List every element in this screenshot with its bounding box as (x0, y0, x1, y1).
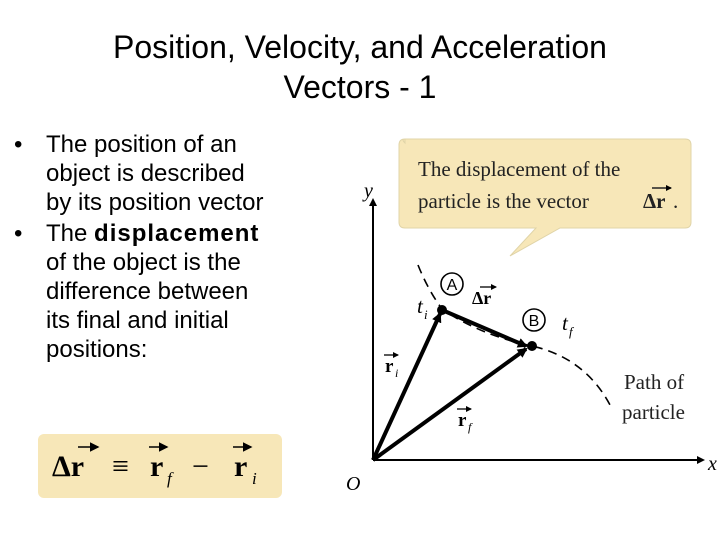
bullet-item-displacement (14, 219, 344, 364)
x-axis-label: x (708, 453, 717, 475)
bullet-dot: • (14, 131, 23, 158)
equation-delta-r: Δr (52, 450, 85, 483)
bullet-line: object is described (46, 160, 245, 187)
label-tf-sub: f (569, 324, 573, 339)
bullet-line: by its position vector (46, 189, 264, 216)
bullet-line: its final and initial (46, 307, 229, 334)
point-a-label (441, 273, 463, 295)
y-axis-label: y (364, 180, 373, 202)
callout (399, 139, 691, 256)
equation-ri: r (234, 450, 248, 483)
equation-minus: − (192, 450, 209, 483)
bullet-line: difference between (46, 278, 249, 305)
equation-box (38, 434, 282, 498)
bullet-term-displacement: displacement (94, 220, 260, 247)
title-line-1: Position, Velocity, and Acceleration (113, 29, 607, 65)
label-rf: r (458, 410, 467, 431)
callout-line-2: particle is the vector (418, 189, 589, 213)
label-ti-sub: i (424, 307, 428, 322)
bullet-line: positions: (46, 336, 148, 363)
equation-ri-sub: i (252, 469, 257, 488)
vector-delta-r (442, 310, 526, 346)
label-rf-sub: f (468, 420, 472, 434)
point-b-label (523, 309, 545, 331)
callout-vector: Δr (643, 189, 666, 213)
title-line-2: Vectors - 1 (283, 69, 437, 105)
vector-diagram (330, 130, 720, 505)
bullet-line: of the object is the (46, 249, 241, 276)
bullet-line (46, 219, 344, 248)
point-b-marker (527, 341, 537, 351)
point-a-marker (437, 305, 447, 315)
label-ti: t (417, 294, 423, 318)
equation-svg (38, 434, 282, 498)
point-b-text: B (528, 313, 540, 330)
origin-label: O (346, 473, 361, 495)
equation-rf-sub: f (167, 469, 172, 488)
equation-equiv: ≡ (112, 450, 129, 483)
label-ri: r (385, 356, 394, 377)
equation-rf: r (150, 450, 164, 483)
path-label-line-1: Path of (624, 370, 685, 394)
bullet-line: The position of an (46, 131, 237, 158)
slide-title (40, 27, 680, 107)
path-label-line-2: particle (622, 400, 685, 424)
bullet-item-position (14, 130, 344, 217)
callout-line-1: The displacement of the (418, 157, 621, 181)
label-tf: t (562, 311, 568, 335)
bullet-prefix: The (46, 220, 95, 247)
point-a-text: A (446, 277, 458, 294)
bullet-dot: • (14, 220, 23, 247)
label-ri-sub: i (395, 366, 399, 380)
bullet-list (14, 130, 344, 366)
callout-end: . (673, 189, 679, 213)
label-delta-r: Δr (472, 288, 492, 308)
